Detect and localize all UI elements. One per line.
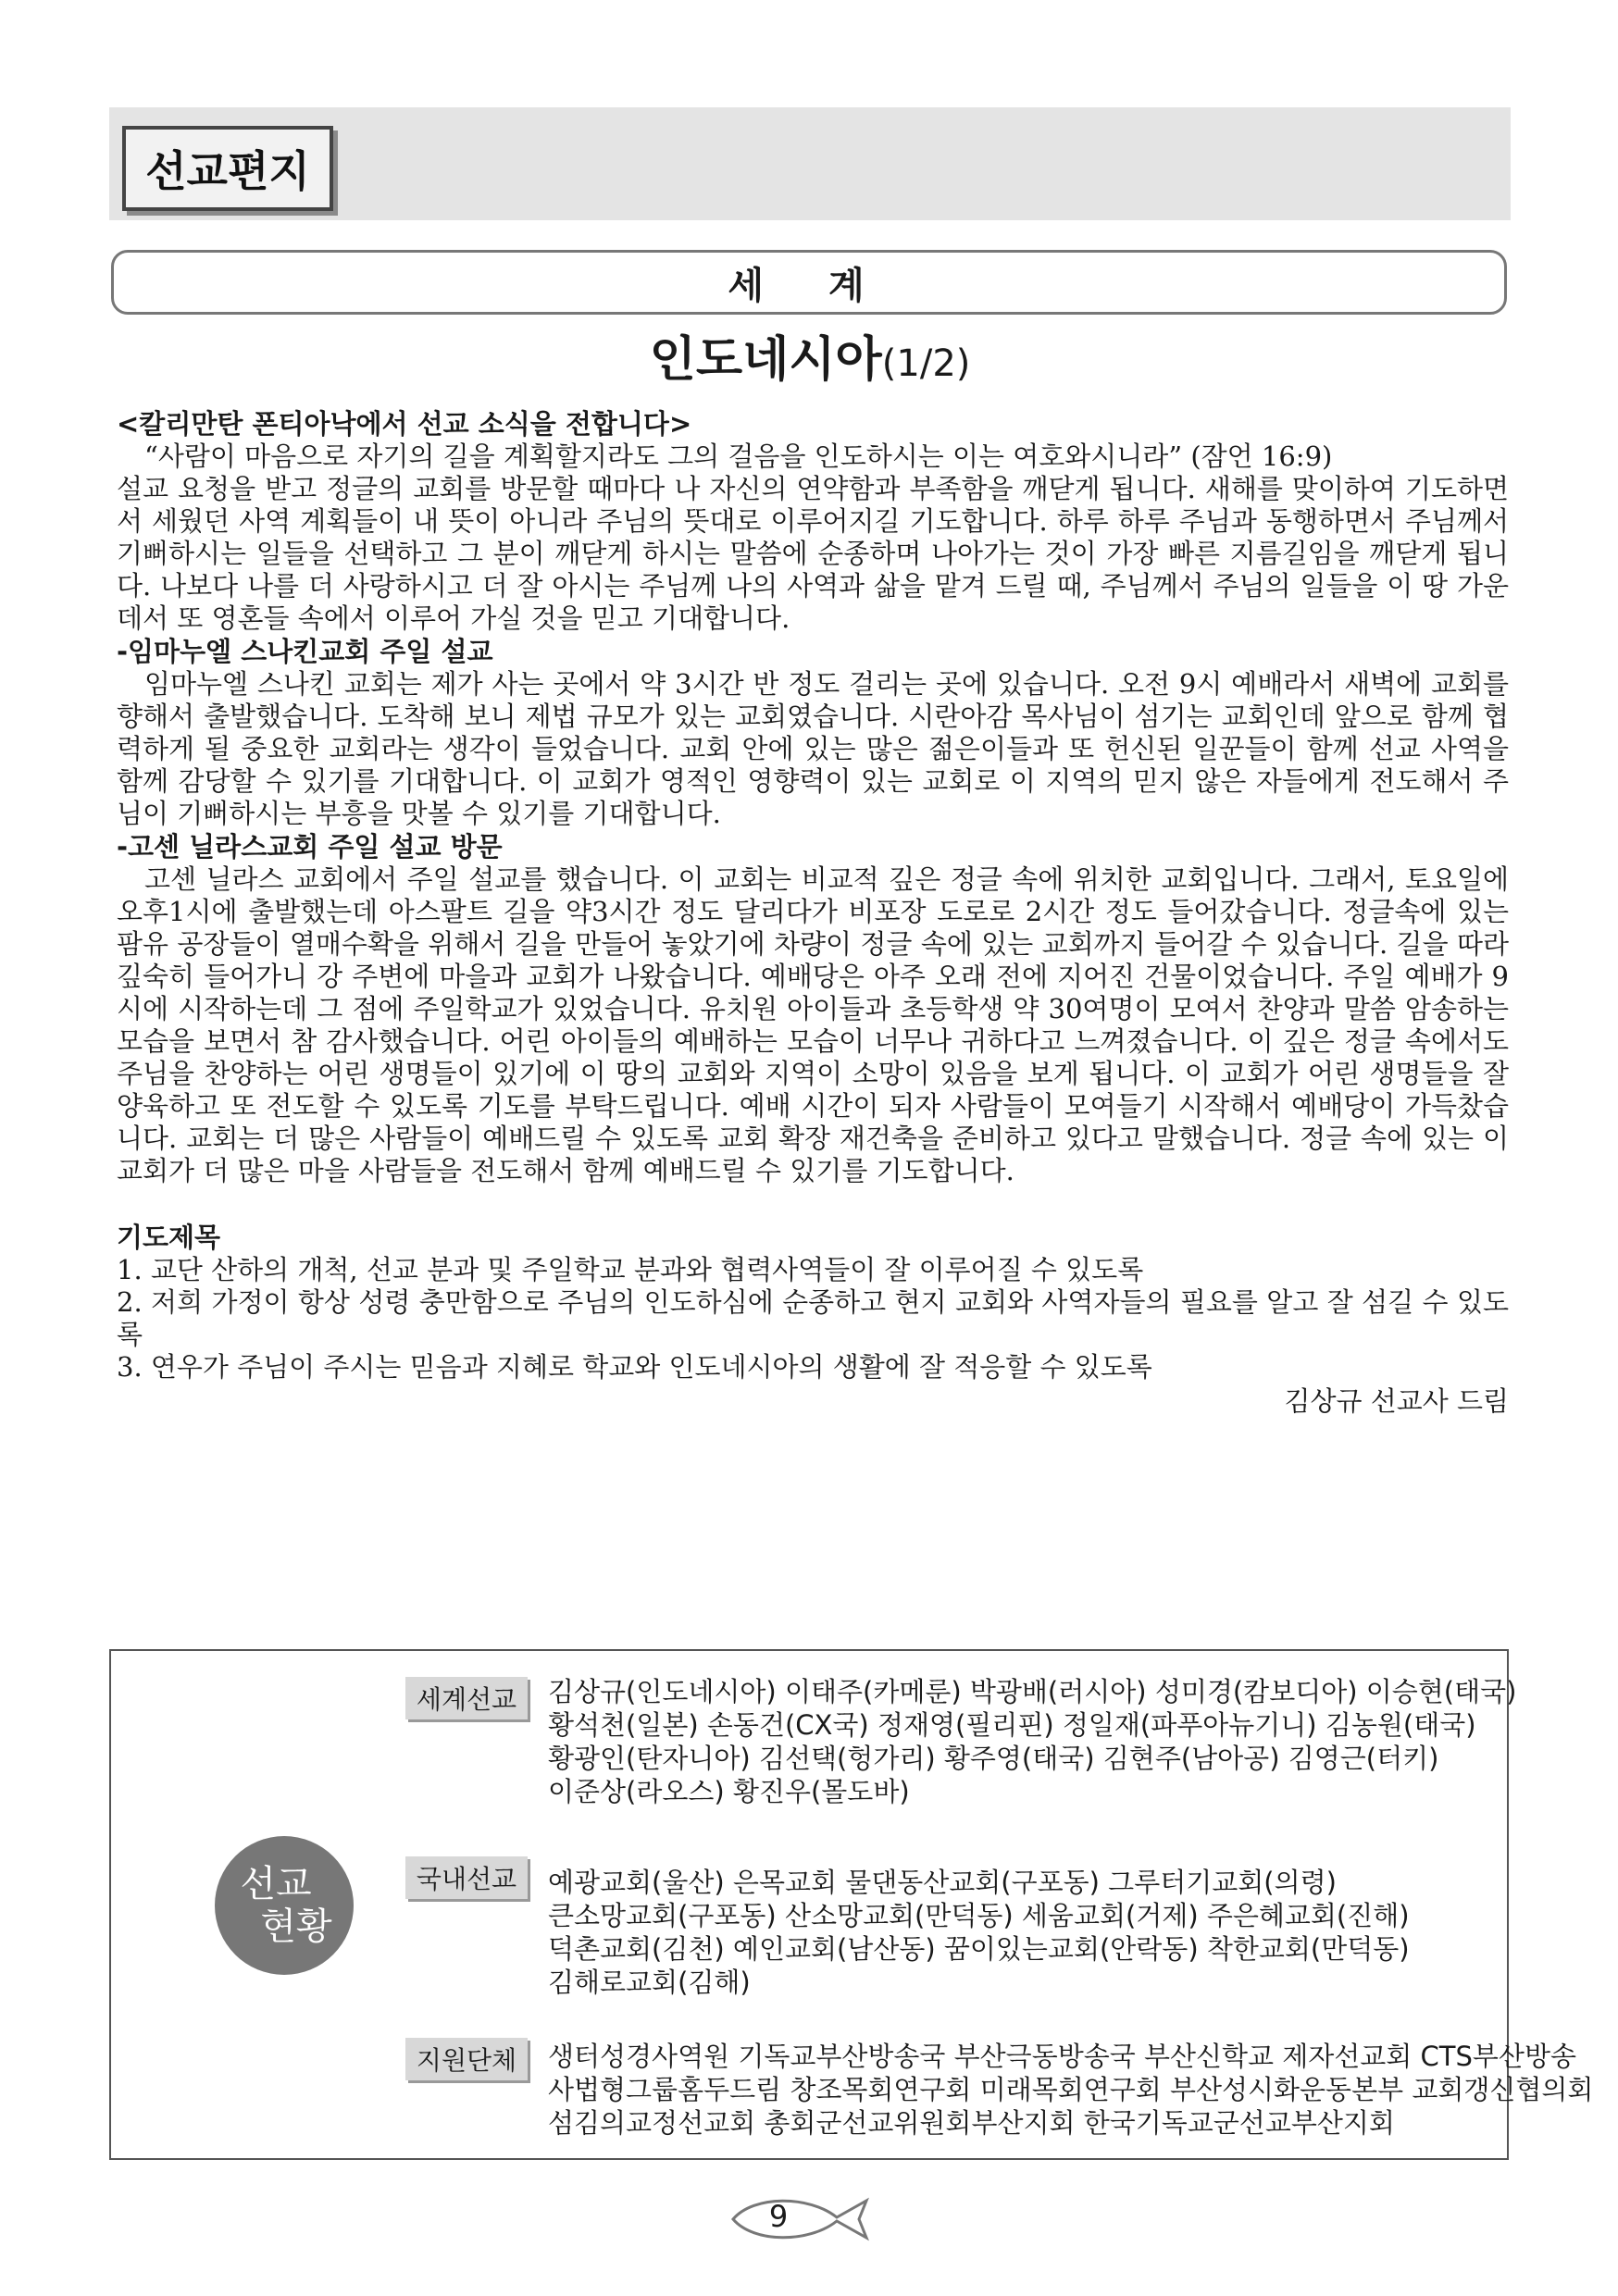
page-number-text: 9	[768, 2199, 789, 2234]
list-line: 생터성경사역원 기독교부산방송국 부산극동방송국 부산신학교 제자선교회 CTS부산방송	[548, 2041, 1576, 2072]
prayer-item: 2. 저희 가정이 항상 성령 충만함으로 주님의 인도하심에 순종하고 현지 교회와 사역자들의 필요를 알고 잘 섬길 수 있도록	[117, 1286, 1509, 1350]
signature: 김상규 선교사 드림	[1284, 1385, 1509, 1417]
list-line: 이준상(라오스) 황진우(몰도바)	[548, 1776, 910, 1807]
category-label-world: 세계선교	[405, 1677, 528, 1719]
country-name: 인도네시아	[649, 332, 882, 388]
prayer-list	[117, 1254, 1509, 1384]
list-line: 덕촌교회(김천) 예인교회(남산동) 꿈이있는교회(안락동) 착한교회(만덕동)	[548, 1933, 1410, 1965]
mission-status-box	[109, 1649, 1594, 2160]
list-line: 황석천(일본) 손동건(CX국) 정재영(필리핀) 정일재(파푸아뉴기니) 김농원(태국)	[548, 1709, 1476, 1741]
section2-title: -고센 닐라스교회 주일 설교 방문	[117, 831, 503, 863]
section1-paragraph: 임마누엘 스나킨 교회는 제가 사는 곳에서 약 3시간 반 정도 걸리는 곳에 있습니다. 오전 9시 예배라서 새벽에 교회를 향해서 출발했습니다. 도착해 보니 제법 규모가 있는 교회였습니다. 시란아감 목사님이 섬기는 교회인데 앞으로 함께 협력하게 될 중요한 교회라는 생각이 들었습니다. 교회 안에 있는 많은 젊은이들과 또 헌신된 일꾼들이 함께 선교 사역을 함께 감당할 수 있기를 기대합니다. 이 교회가 영적인 영향력이 있는 교회로 이 지역의 믿지 않은 자들에게 전도해서 주님이 기뻐하시는 부흥을 맛볼 수 있기를 기대합니다.	[117, 668, 1509, 829]
section2-paragraph: 고센 닐라스 교회에서 주일 설교를 했습니다. 이 교회는 비교적 깊은 정글 속에 위치한 교회입니다. 그래서, 토요일에 오후1시에 출발했는데 아스팔트 길을 약3시간 정도 달리다가 비포장 도로로 2시간 정도 들어갔습니다. 정글속에 있는 팜유 공장들이 열매수확을 위해서 길을 만들어 놓았기에 차량이 정글 속에 있는 교회까지 들어갈 수 있습니다. 길을 따라 깊숙히 들어가니 강 주변에 마을과 교회가 나왔습니다. 예배당은 아주 오래 전에 지어진 건물이었습니다. 주일 예배가 9시에 시작하는데 그 점에 주일학교가 있었습니다. 유치원 아이들과 초등학생 약 30여명이 모여서 찬양과 말씀 암송하는 모습을 보면서 참 감사했습니다. 어린 아이들의 예배하는 모습이 너무나 귀하다고 느껴졌습니다. 이 깊은 정글 속에서도 주님을 찬양하는 어린 생명들이 있기에 이 땅의 교회와 지역이 소망이 있음을 보게 됩니다. 이 교회가 어린 생명들을 잘 양육하고 또 전도할 수 있도록 기도를 부탁드립니다. 예배 시간이 되자 사람들이 모여들기 시작해서 예배당이 가득찼습니다. 교회는 더 많은 사람들이 예배드릴 수 있도록 교회 확장 재건축을 준비하고 있다고 말했습니다. 정글 속에 있는 이 교회가 더 많은 마을 사람들을 전도해서 함께 예배드릴 수 있기를 기도합니다.	[117, 863, 1509, 1186]
section1-title: -임마누엘 스나킨교회 주일 설교	[117, 636, 493, 667]
section-label: 선교편지	[122, 126, 333, 211]
list-line: 김상규(인도네시아) 이태주(카메룬) 박광배(러시아) 성미경(캄보디아) 이승현(태국)	[548, 1676, 1517, 1707]
mission-status-badge	[215, 1836, 354, 1975]
list-line: 황광인(탄자니아) 김선택(헝가리) 황주영(태국) 김현주(남아공) 김영근(터키)	[548, 1743, 1439, 1774]
letter-body	[117, 407, 1509, 1418]
intro-paragraph: 설교 요청을 받고 정글의 교회를 방문할 때마다 나 자신의 연약함과 부족함을 깨닫게 됩니다. 새해를 맞이하여 기도하면서 세웠던 사역 계획들이 내 뜻이 아니라 주님의 뜻대로 이루어지길 기도합니다. 하루 하루 주님과 동행하면서 주님께서 기뻐하시는 일들을 선택하고 그 분이 깨닫게 하시는 말씀에 순종하며 나아가는 것이 가장 빠른 지름길임을 깨닫게 됩니다. 나보다 나를 더 사랑하시고 더 잘 아시는 주님께 나의 사역과 삶을 맡겨 드릴 때, 주님께서 주님의 일들을 이 땅 가운데서 또 영혼들 속에서 이루어 가실 것을 믿고 기대합니다.	[117, 473, 1509, 634]
list-line: 사법형그룹홈두드림 창조목회연구회 미래목회연구회 부산성시화운동본부 교회갱신협의회	[548, 2074, 1594, 2105]
category-label-support: 지원단체	[405, 2038, 528, 2080]
domestic-mission-list	[548, 1866, 1501, 1999]
bible-quote: “사람이 마음으로 자기의 길을 계획할지라도 그의 걸음을 인도하시는 이는 여호와시니라” (잠언 16:9)	[144, 441, 1333, 472]
world-mission-list	[548, 1675, 1517, 1808]
letter-heading: <칼리만탄 폰티아낙에서 선교 소식을 전합니다>	[117, 408, 692, 440]
badge-line-1: 선교	[240, 1863, 312, 1905]
page-number	[728, 2193, 885, 2245]
prayer-heading: 기도제목	[117, 1222, 221, 1253]
list-line: 김해로교회(김해)	[548, 1967, 751, 1998]
list-line: 큰소망교회(구포동) 산소망교회(만덕동) 세움교회(거제) 주은혜교회(진해)	[548, 1900, 1410, 1931]
list-line: 섬김의교정선교회 총회군선교위원회부산지회 한국기독교군선교부산지회	[548, 2107, 1395, 2139]
region-heading: 세 계	[111, 250, 1507, 315]
category-label-domestic: 국내선교	[405, 1856, 528, 1899]
page-title	[111, 326, 1509, 398]
badge-line-2: 현황	[260, 1905, 332, 1948]
list-line: 예광교회(울산) 은목교회 물댄동산교회(구포동) 그루터기교회(의령)	[548, 1867, 1337, 1898]
prayer-item: 3. 연우가 주님이 주시는 믿음과 지혜로 학교와 인도네시아의 생활에 잘 적응할 수 있도록	[117, 1351, 1152, 1383]
prayer-item: 1. 교단 산하의 개척, 선교 분과 및 주일학교 분과와 협력사역들이 잘 이루어질 수 있도록	[117, 1254, 1144, 1285]
header-band	[109, 107, 1511, 220]
support-organization-list	[548, 2040, 1594, 2140]
part-indicator: (1/2)	[881, 342, 971, 385]
